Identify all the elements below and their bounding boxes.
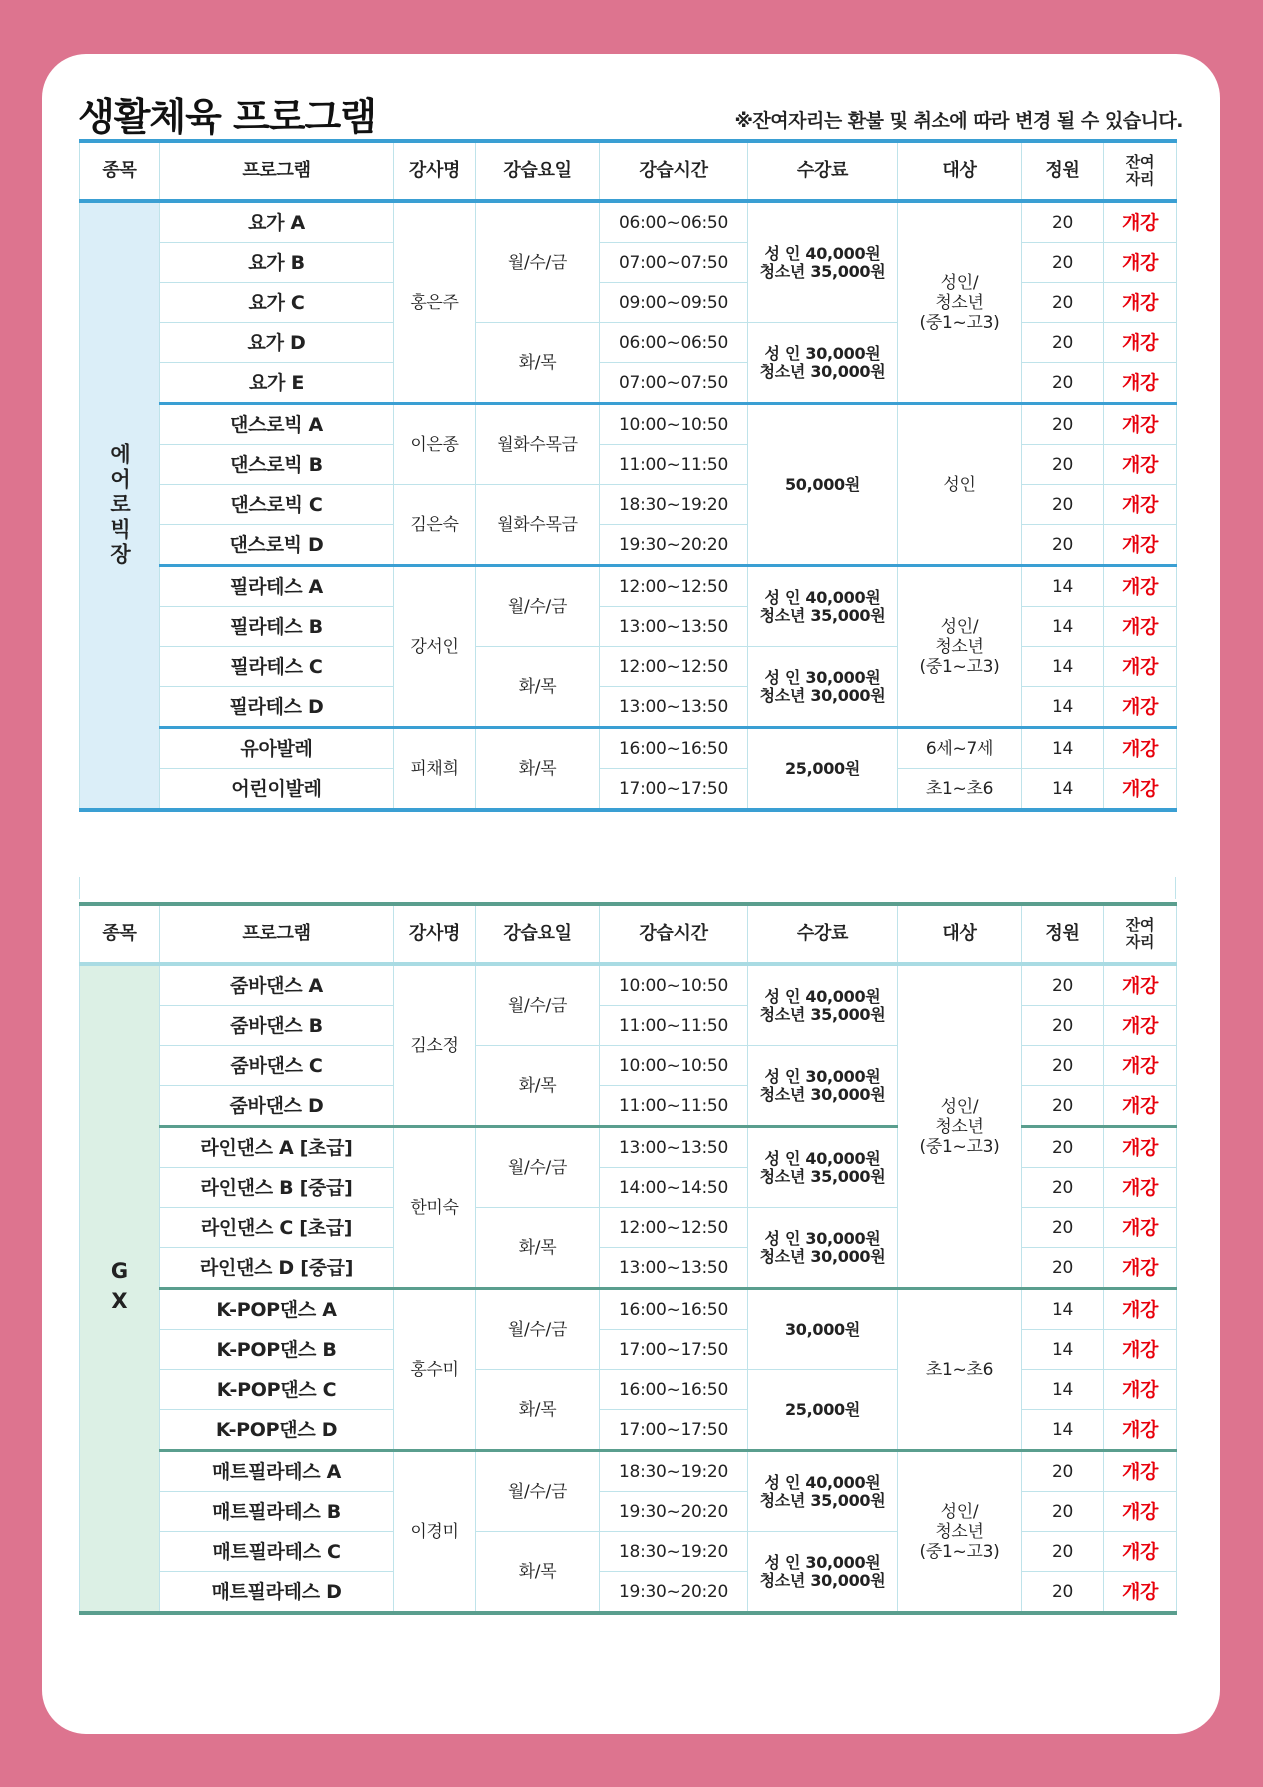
status-badge: 개강: [1104, 1572, 1177, 1614]
status-badge: 개강: [1104, 769, 1177, 811]
class-fee: 성 인 30,000원 청소년 30,000원: [748, 1532, 898, 1614]
table-divider: [79, 877, 1176, 899]
capacity: 14: [1022, 1330, 1104, 1370]
capacity: 20: [1022, 1168, 1104, 1208]
class-time: 19:30~20:20: [600, 1572, 748, 1614]
header-instructor: 강사명: [394, 141, 476, 201]
program-name: 라인댄스 D [중급]: [160, 1248, 394, 1289]
notice-text: ※잔여자리는 환불 및 취소에 따라 변경 될 수 있습니다.: [734, 110, 1183, 132]
status-badge: 개강: [1104, 1086, 1177, 1127]
status-badge: 개강: [1104, 1330, 1177, 1370]
status-badge: 개강: [1104, 1289, 1177, 1330]
class-time: 06:00~06:50: [600, 323, 748, 363]
class-fee: 성 인 30,000원 청소년 30,000원: [748, 1046, 898, 1127]
class-time: 12:00~12:50: [600, 1208, 748, 1248]
program-name: 유아발레: [160, 728, 394, 769]
class-days: 월/수/금: [476, 1127, 600, 1208]
status-badge: 개강: [1104, 323, 1177, 363]
status-badge: 개강: [1104, 1410, 1177, 1451]
class-time: 12:00~12:50: [600, 647, 748, 687]
status-badge: 개강: [1104, 1492, 1177, 1532]
class-fee: 성 인 30,000원 청소년 30,000원: [748, 323, 898, 404]
capacity: 14: [1022, 1370, 1104, 1410]
header-days: 강습요일: [476, 141, 600, 201]
header-category: 종목: [80, 141, 160, 201]
header-capacity: 정원: [1022, 141, 1104, 201]
class-time: 12:00~12:50: [600, 566, 748, 607]
program-name: K-POP댄스 B: [160, 1330, 394, 1370]
capacity: 14: [1022, 566, 1104, 607]
program-name: K-POP댄스 D: [160, 1410, 394, 1451]
instructor-name: 이은종: [394, 404, 476, 485]
class-time: 07:00~07:50: [600, 243, 748, 283]
status-badge: 개강: [1104, 404, 1177, 445]
program-name: 줌바댄스 C: [160, 1046, 394, 1086]
status-badge: 개강: [1104, 1451, 1177, 1492]
class-fee: 25,000원: [748, 1370, 898, 1451]
header-fee: 수강료: [748, 904, 898, 964]
class-fee: 성 인 40,000원 청소년 35,000원: [748, 201, 898, 323]
class-time: 19:30~20:20: [600, 525, 748, 566]
instructor-name: 이경미: [394, 1451, 476, 1614]
target-group: 성인: [898, 404, 1022, 566]
status-badge: 개강: [1104, 1370, 1177, 1410]
program-name: 필라테스 D: [160, 687, 394, 728]
capacity: 20: [1022, 1532, 1104, 1572]
status-badge: 개강: [1104, 1248, 1177, 1289]
program-name: 요가 D: [160, 323, 394, 363]
status-badge: 개강: [1104, 728, 1177, 769]
status-badge: 개강: [1104, 964, 1177, 1006]
class-time: 19:30~20:20: [600, 1492, 748, 1532]
class-time: 13:00~13:50: [600, 1248, 748, 1289]
class-time: 16:00~16:50: [600, 1289, 748, 1330]
class-days: 월/수/금: [476, 1289, 600, 1370]
status-badge: 개강: [1104, 201, 1177, 243]
instructor-name: 홍수미: [394, 1289, 476, 1451]
capacity: 20: [1022, 525, 1104, 566]
capacity: 20: [1022, 363, 1104, 404]
program-name: 요가 A: [160, 201, 394, 243]
capacity: 20: [1022, 1086, 1104, 1127]
capacity: 20: [1022, 404, 1104, 445]
table-header: [80, 904, 1177, 964]
capacity: 20: [1022, 1572, 1104, 1614]
program-name: 어린이발레: [160, 769, 394, 811]
program-name: 매트필라테스 C: [160, 1532, 394, 1572]
capacity: 14: [1022, 1289, 1104, 1330]
class-days: 화/목: [476, 1046, 600, 1127]
class-time: 18:30~19:20: [600, 1532, 748, 1572]
table-row: [80, 964, 1177, 1006]
page-title: 생활체육 프로그램: [78, 95, 376, 139]
program-name: K-POP댄스 A: [160, 1289, 394, 1330]
status-badge: 개강: [1104, 607, 1177, 647]
class-fee: 성 인 40,000원 청소년 35,000원: [748, 1127, 898, 1208]
capacity: 14: [1022, 607, 1104, 647]
header-time: 강습시간: [600, 141, 748, 201]
status-badge: 개강: [1104, 687, 1177, 728]
capacity: 20: [1022, 323, 1104, 363]
class-days: 월/수/금: [476, 964, 600, 1046]
capacity: 14: [1022, 769, 1104, 811]
program-name: 필라테스 A: [160, 566, 394, 607]
table-header: [80, 141, 1177, 201]
class-time: 17:00~17:50: [600, 769, 748, 811]
capacity: 14: [1022, 728, 1104, 769]
status-badge: 개강: [1104, 1046, 1177, 1086]
status-badge: 개강: [1104, 485, 1177, 525]
header-category: 종목: [80, 904, 160, 964]
class-time: 17:00~17:50: [600, 1410, 748, 1451]
header-fee: 수강료: [748, 141, 898, 201]
program-name: 댄스로빅 D: [160, 525, 394, 566]
status-badge: 개강: [1104, 1208, 1177, 1248]
status-badge: 개강: [1104, 243, 1177, 283]
capacity: 20: [1022, 485, 1104, 525]
program-name: K-POP댄스 C: [160, 1370, 394, 1410]
class-time: 13:00~13:50: [600, 607, 748, 647]
capacity: 20: [1022, 1208, 1104, 1248]
class-fee: 성 인 40,000원 청소년 35,000원: [748, 566, 898, 647]
capacity: 14: [1022, 647, 1104, 687]
target-group: 성인/ 청소년 (중1~고3): [898, 201, 1022, 404]
class-time: 11:00~11:50: [600, 1086, 748, 1127]
class-time: 09:00~09:50: [600, 283, 748, 323]
capacity: 20: [1022, 283, 1104, 323]
capacity: 20: [1022, 1492, 1104, 1532]
status-badge: 개강: [1104, 283, 1177, 323]
target-group: 성인/ 청소년 (중1~고3): [898, 964, 1022, 1289]
capacity: 20: [1022, 445, 1104, 485]
target-group: 성인/ 청소년 (중1~고3): [898, 1451, 1022, 1614]
table-row: [80, 201, 1177, 243]
status-badge: 개강: [1104, 1127, 1177, 1168]
header-remaining: 잔여 자리: [1104, 904, 1177, 964]
program-name: 요가 B: [160, 243, 394, 283]
program-name: 댄스로빅 C: [160, 485, 394, 525]
class-fee: 25,000원: [748, 728, 898, 811]
target-group: 성인/ 청소년 (중1~고3): [898, 566, 1022, 728]
program-name: 요가 E: [160, 363, 394, 404]
class-time: 17:00~17:50: [600, 1330, 748, 1370]
instructor-name: 강서인: [394, 566, 476, 728]
class-fee: 성 인 40,000원 청소년 35,000원: [748, 964, 898, 1046]
class-fee: 성 인 30,000원 청소년 30,000원: [748, 1208, 898, 1289]
program-name: 댄스로빅 A: [160, 404, 394, 445]
status-badge: 개강: [1104, 1532, 1177, 1572]
header-target: 대상: [898, 141, 1022, 201]
program-name: 줌바댄스 D: [160, 1086, 394, 1127]
capacity: 20: [1022, 201, 1104, 243]
table-row: [80, 769, 1177, 811]
capacity: 20: [1022, 964, 1104, 1006]
program-name: 매트필라테스 D: [160, 1572, 394, 1614]
header-program: 프로그램: [160, 904, 394, 964]
class-time: 10:00~10:50: [600, 1046, 748, 1086]
class-days: 월/수/금: [476, 566, 600, 647]
capacity: 20: [1022, 1046, 1104, 1086]
status-badge: 개강: [1104, 1168, 1177, 1208]
capacity: 20: [1022, 1006, 1104, 1046]
program-name: 줌바댄스 A: [160, 964, 394, 1006]
header-program: 프로그램: [160, 141, 394, 201]
program-name: 라인댄스 C [초급]: [160, 1208, 394, 1248]
class-days: 화/목: [476, 1532, 600, 1614]
instructor-name: 김소정: [394, 964, 476, 1127]
class-time: 07:00~07:50: [600, 363, 748, 404]
capacity: 20: [1022, 243, 1104, 283]
table-row: [80, 1289, 1177, 1330]
class-time: 18:30~19:20: [600, 1451, 748, 1492]
aerobic-schedule-table: [79, 139, 1177, 812]
class-days: 월/수/금: [476, 1451, 600, 1532]
program-name: 매트필라테스 B: [160, 1492, 394, 1532]
class-time: 16:00~16:50: [600, 1370, 748, 1410]
class-days: 월화수목금: [476, 404, 600, 485]
instructor-name: 한미숙: [394, 1127, 476, 1289]
header-remaining: 잔여 자리: [1104, 141, 1177, 201]
class-fee: 50,000원: [748, 404, 898, 566]
program-name: 라인댄스 A [초급]: [160, 1127, 394, 1168]
status-badge: 개강: [1104, 363, 1177, 404]
program-name: 요가 C: [160, 283, 394, 323]
instructor-name: 홍은주: [394, 201, 476, 404]
header-days: 강습요일: [476, 904, 600, 964]
header-instructor: 강사명: [394, 904, 476, 964]
capacity: 14: [1022, 1410, 1104, 1451]
class-days: 화/목: [476, 728, 600, 811]
class-time: 18:30~19:20: [600, 485, 748, 525]
class-days: 월화수목금: [476, 485, 600, 566]
table-row: [80, 404, 1177, 445]
status-badge: 개강: [1104, 647, 1177, 687]
class-time: 10:00~10:50: [600, 964, 748, 1006]
program-name: 줌바댄스 B: [160, 1006, 394, 1046]
table-row: [80, 728, 1177, 769]
status-badge: 개강: [1104, 566, 1177, 607]
class-time: 06:00~06:50: [600, 201, 748, 243]
status-badge: 개강: [1104, 525, 1177, 566]
class-fee: 30,000원: [748, 1289, 898, 1370]
category-cell: 에어로빅장: [80, 201, 160, 810]
target-group: 초1~초6: [898, 769, 1022, 811]
status-badge: 개강: [1104, 1006, 1177, 1046]
program-name: 매트필라테스 A: [160, 1451, 394, 1492]
class-fee: 성 인 40,000원 청소년 35,000원: [748, 1451, 898, 1532]
instructor-name: 김은숙: [394, 485, 476, 566]
capacity: 20: [1022, 1127, 1104, 1168]
target-group: 6세~7세: [898, 728, 1022, 769]
header-time: 강습시간: [600, 904, 748, 964]
capacity: 20: [1022, 1451, 1104, 1492]
class-time: 16:00~16:50: [600, 728, 748, 769]
class-time: 10:00~10:50: [600, 404, 748, 445]
capacity: 14: [1022, 687, 1104, 728]
class-time: 11:00~11:50: [600, 445, 748, 485]
class-days: 화/목: [476, 647, 600, 728]
class-days: 화/목: [476, 1370, 600, 1451]
class-time: 11:00~11:50: [600, 1006, 748, 1046]
capacity: 20: [1022, 1248, 1104, 1289]
category-cell: GX: [80, 964, 160, 1613]
header-capacity: 정원: [1022, 904, 1104, 964]
target-group: 초1~초6: [898, 1289, 1022, 1451]
program-name: 필라테스 B: [160, 607, 394, 647]
gx-schedule-table: [79, 902, 1177, 1615]
program-name: 필라테스 C: [160, 647, 394, 687]
table-row: [80, 1451, 1177, 1492]
status-badge: 개강: [1104, 445, 1177, 485]
class-fee: 성 인 30,000원 청소년 30,000원: [748, 647, 898, 728]
class-time: 13:00~13:50: [600, 687, 748, 728]
instructor-name: 피채희: [394, 728, 476, 811]
program-name: 댄스로빅 B: [160, 445, 394, 485]
class-days: 화/목: [476, 323, 600, 404]
header-target: 대상: [898, 904, 1022, 964]
class-days: 화/목: [476, 1208, 600, 1289]
table-row: [80, 566, 1177, 607]
class-time: 13:00~13:50: [600, 1127, 748, 1168]
class-days: 월/수/금: [476, 201, 600, 323]
class-time: 14:00~14:50: [600, 1168, 748, 1208]
program-name: 라인댄스 B [중급]: [160, 1168, 394, 1208]
